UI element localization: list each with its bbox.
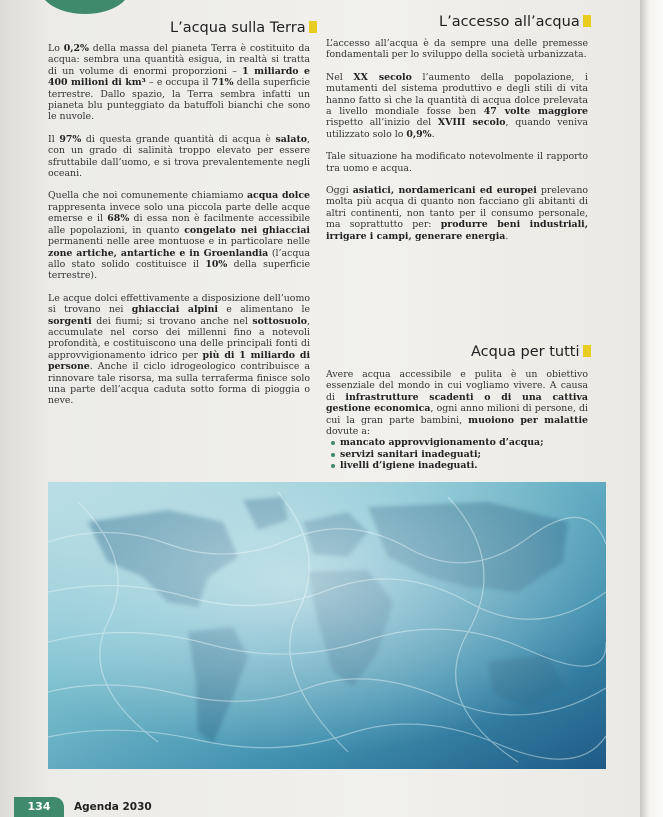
- world-map-water-photo: [48, 482, 606, 769]
- paragraph: Le acque dolci effettivamente a disposizione dell’uomo si trovano nei ghiacciai alpini e alimentano le sorgenti dei fiumi; si trovano anche nel sottosuolo, accumulate nel corso dei millenni fino a notevoli profondità, e costituiscono una delle principali fonti di approvvigionamento idrico per più di 1 miliardo di persone. Anche il ciclo idrogeologico contribuisce a rinnovare tale risorsa, ma sulla terraferma finisce solo una parte dell’acqua caduta sotto forma di pioggia o neve.: [48, 292, 311, 407]
- bullet-icon: [331, 441, 335, 445]
- paragraph: Nel XX secolo l’aumento della popolazione, i mutamenti del sistema produttivo e degli stili di vita hanno fatto sì che la quantità di acqua dolce prelevata a livello mondiale fosse ben 47 volte maggiore rispetto all’inizio del XVIII secolo, quando veniva utilizzato solo lo 0,9%.: [326, 71, 588, 140]
- paragraph: Quella che noi comunemente chiamiamo acqua dolce rappresenta invece solo una piccola parte delle acque emerse e il 68% di essa non è facilmente accessibile alle popolazioni, in quanto congelato nei ghiacciai permanenti nelle aree montuose e in particolare nelle zone artiche, antartiche e in Groenlandia (l’acqua allo stato solido costituisce il 10% della superficie terrestre).: [48, 190, 310, 282]
- bullet-icon: [331, 464, 335, 468]
- book-title: Agenda 2030: [74, 801, 152, 813]
- heading-right-text: L’accesso all’acqua: [439, 14, 580, 30]
- heading-left: [170, 20, 317, 36]
- column-acqua-per-tutti: [326, 369, 588, 472]
- heading-acqua-per-tutti-text: Acqua per tutti: [471, 344, 580, 360]
- heading-right: [439, 14, 591, 30]
- paragraph: Lo 0,2% della massa del pianeta Terra è costituito da acqua: sembra una quantità esigua, in realtà si tratta di un volume di enormi proporzioni – 1 miliardo e 400 milioni di km³ – e occupa il 71% della superficie terrestre. Dallo spazio, la Terra sembra infatti un pianeta blu punteggiato da batuffoli bianchi che sono le nuvole.: [48, 43, 311, 123]
- list-item: servizi sanitari inadeguati;: [326, 449, 588, 460]
- heading-square-icon: [583, 15, 591, 27]
- heading-acqua-per-tutti: [471, 344, 591, 360]
- bullet-icon: [331, 453, 335, 457]
- heading-square-icon: [309, 21, 317, 33]
- column-left: [48, 43, 310, 418]
- paragraph: Oggi asiatici, nordamericani ed europei prelevano molta più acqua di quanto non facciano gli abitanti di altri continenti, non tanto per il consumo personale, ma soprattutto per: produrre beni industriali, irrigare i campi, generare energia.: [326, 185, 588, 242]
- column-right: [326, 38, 588, 253]
- world-map-illustration: [48, 482, 606, 769]
- page-footer: [0, 797, 640, 817]
- list-item: livelli d’igiene inadeguati.: [326, 460, 588, 471]
- heading-square-icon: [583, 345, 591, 357]
- list-item: mancato approvvigionamento d’acqua;: [326, 437, 588, 448]
- page-number: 134: [14, 797, 64, 817]
- paragraph: Il 97% di questa grande quantità di acqua è salato, con un grado di salinità troppo elevato per essere sfruttabile dall’uomo, e si trova prevalentemente negli oceani.: [48, 133, 311, 180]
- causes-list: [326, 437, 588, 471]
- heading-left-text: L’acqua sulla Terra: [170, 20, 306, 36]
- paragraph: Tale situazione ha modificato notevolmente il rapporto tra uomo e acqua.: [326, 151, 588, 174]
- paragraph: L’accesso all’acqua è da sempre una delle premesse fondamentali per lo sviluppo della società urbanizzata.: [326, 38, 588, 61]
- page-edge: [640, 0, 663, 817]
- acqua-per-tutti-intro: Avere acqua accessibile e pulita è un obiettivo essenziale del mondo in cui vogliamo vivere. A causa di infrastrutture scadenti o di una cattiva gestione economica, ogni anno milioni di persone, di cui la gran parte bambini, muoiono per malattie dovute a:: [326, 369, 589, 438]
